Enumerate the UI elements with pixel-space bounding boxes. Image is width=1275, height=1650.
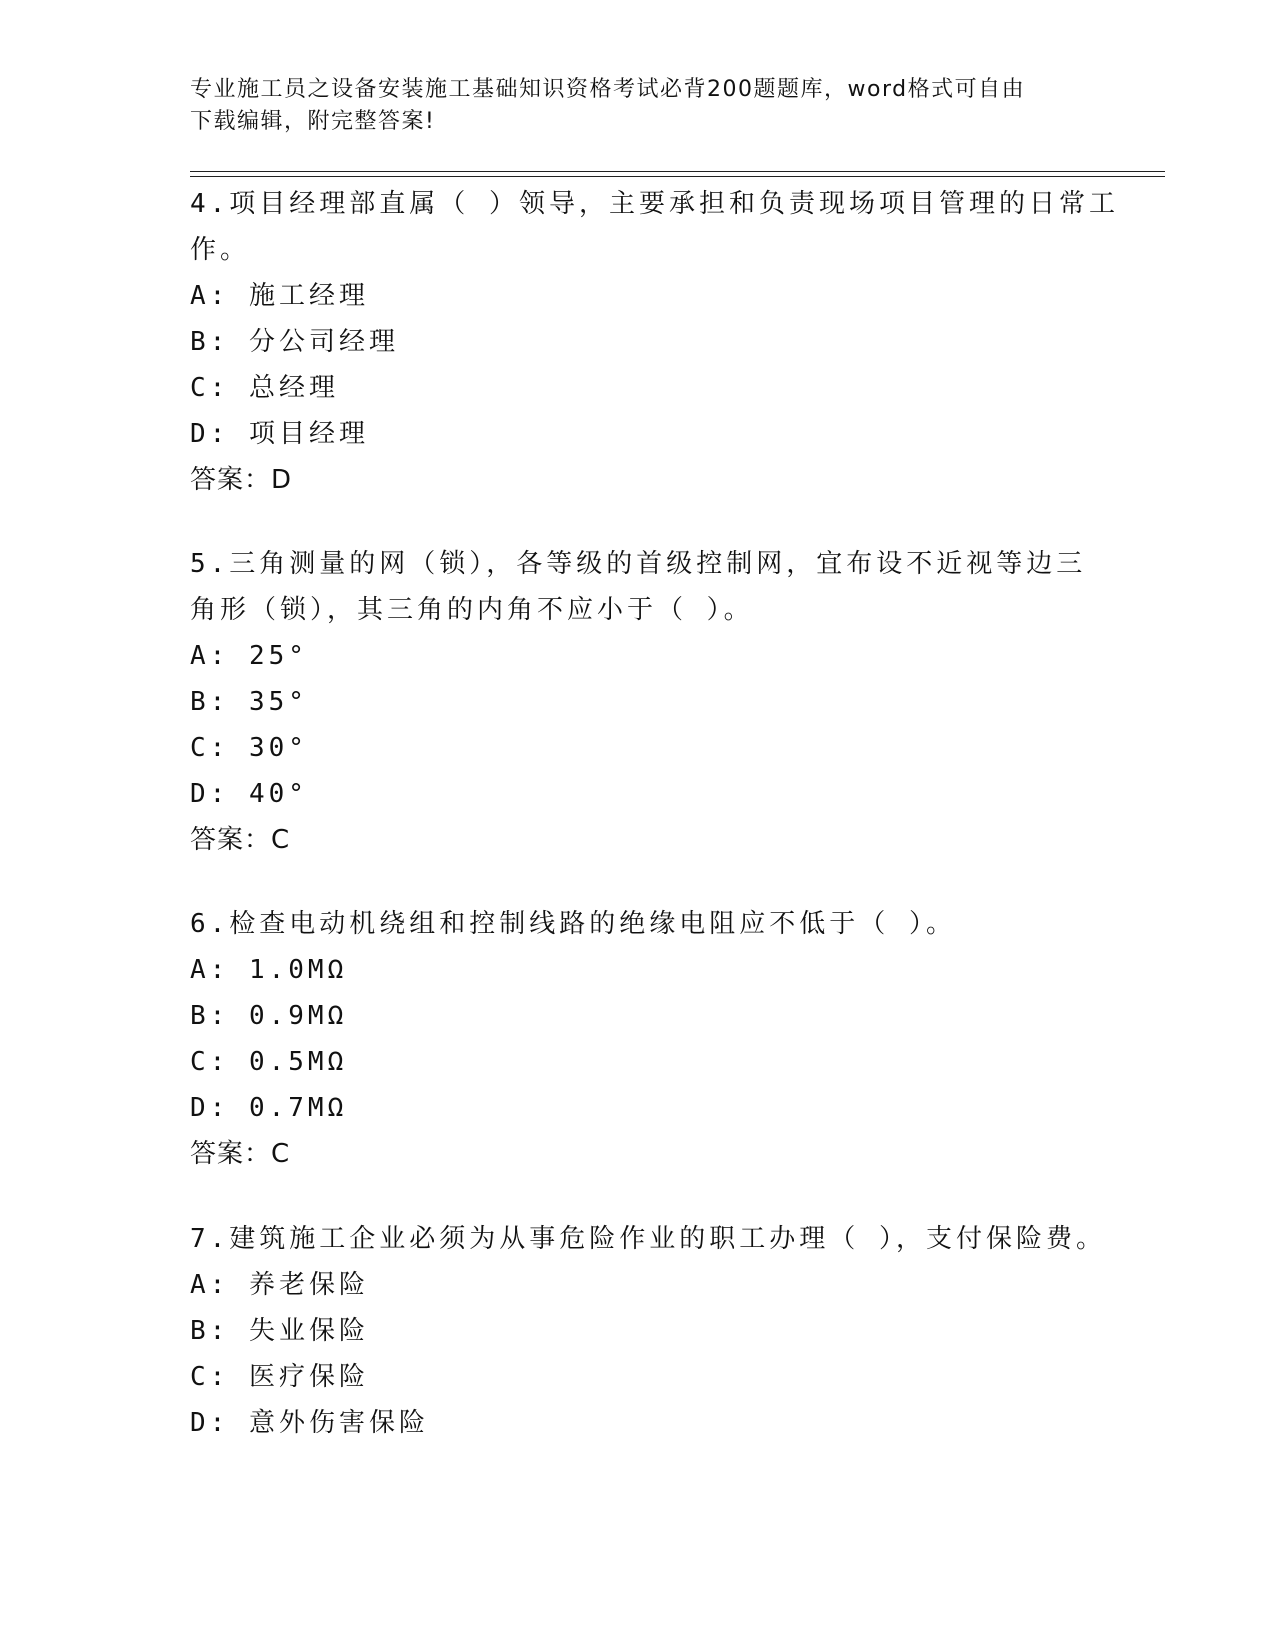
answer: 答案：D bbox=[190, 465, 293, 495]
option-d: D: 意外伤害保险 bbox=[190, 1408, 429, 1438]
option-b: B: 35° bbox=[190, 687, 308, 717]
option-c: C: 医疗保险 bbox=[190, 1362, 369, 1392]
header-line-1: 专业施工员之设备安装施工基础知识资格考试必背200题题库，word格式可自由 bbox=[190, 77, 1026, 102]
option-b: B: 分公司经理 bbox=[190, 327, 399, 357]
question-stem-line: 7.建筑施工企业必须为从事危险作业的职工办理（ ），支付保险费。 bbox=[190, 1224, 1106, 1254]
header-line-2: 下载编辑，附完整答案! bbox=[190, 109, 436, 134]
question-stem-line: 4.项目经理部直属（ ）领导，主要承担和负责现场项目管理的日常工 bbox=[190, 189, 1119, 219]
option-b: B: 失业保险 bbox=[190, 1316, 369, 1346]
option-a: A: 25° bbox=[190, 641, 308, 671]
question-4 bbox=[190, 181, 1119, 503]
option-d: D: 项目经理 bbox=[190, 419, 369, 449]
option-b: B: 0.9MΩ bbox=[190, 1001, 348, 1031]
option-c: C: 0.5MΩ bbox=[190, 1047, 348, 1077]
answer: 答案：C bbox=[190, 1139, 291, 1169]
question-6 bbox=[190, 901, 1090, 1177]
question-5 bbox=[190, 541, 1090, 863]
option-c: C: 30° bbox=[190, 733, 308, 763]
option-c: C: 总经理 bbox=[190, 373, 339, 403]
header-divider-top bbox=[190, 171, 1165, 172]
document-header bbox=[190, 74, 1090, 138]
question-stem-line: 角形（锁），其三角的内角不应小于（ ）。 bbox=[190, 595, 754, 625]
header-divider-bottom bbox=[190, 176, 1165, 177]
question-stem-line: 6.检查电动机绕组和控制线路的绝缘电阻应不低于（ ）。 bbox=[190, 909, 956, 939]
answer: 答案：C bbox=[190, 825, 291, 855]
option-a: A: 养老保险 bbox=[190, 1270, 369, 1300]
question-stem-line: 5.三角测量的网（锁），各等级的首级控制网，宜布设不近视等边三 bbox=[190, 549, 1087, 579]
option-d: D: 0.7MΩ bbox=[190, 1093, 348, 1123]
question-stem-line: 作。 bbox=[190, 235, 251, 265]
option-d: D: 40° bbox=[190, 779, 308, 809]
option-a: A: 1.0MΩ bbox=[190, 955, 348, 985]
option-a: A: 施工经理 bbox=[190, 281, 369, 311]
question-7 bbox=[190, 1216, 1106, 1446]
